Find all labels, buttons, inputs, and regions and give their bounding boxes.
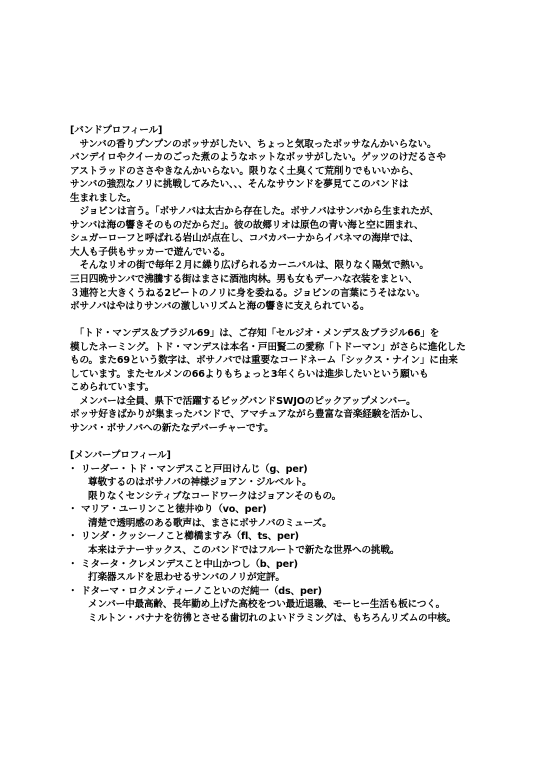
spacer (70, 314, 500, 328)
bullet-icon: ・ (68, 531, 78, 543)
paragraph-line: 生まれました。 (70, 192, 137, 204)
member-desc: 尊敬するのはボサノバの神様ジョアン・ジルベルト。 (88, 477, 312, 489)
member-name: リーダー・トド・マンデスこと戸田けんじ（g、per) (81, 463, 308, 475)
paragraph-line: 大人も子供もサッカーで遊んでいる。 (70, 246, 231, 258)
paragraph-line: そんなリオの街で毎年２月に繰り広げられるカーニバルは、限りなく陽気で熱い。 (70, 260, 429, 272)
paragraph-line: サンバの強烈なノリに挑戦してみたい、、、そんなサウンドを夢見てこのバンドは (70, 179, 409, 191)
document-body (70, 124, 500, 625)
paragraph-line: 「トド・マンデス＆ブラジル69」は、ご存知「セルジオ・メンデス＆ブラジル66」を (70, 328, 440, 340)
paragraph-line: パンデイロやクイーカのごった煮のようなホットなボッサがしたい。ゲッツのけだるさや (70, 152, 446, 164)
paragraph-line: こめられています。 (70, 382, 155, 394)
paragraph-line: ３連符と大きくうねる2ビートのノリに身を委ねる。ジョビンの言葉にうそはない。 (70, 287, 425, 299)
member-desc: ミルトン・バナナを彷彿とさせる歯切れのよいドラミングは、もちろんリズムの中核。 (88, 612, 456, 624)
paragraph-line: サンバは海の響きそのものだからだ」。彼の故郷リオは原色の青い海と空に囲まれ、 (70, 219, 424, 231)
member-item (70, 530, 500, 544)
bullet-icon: ・ (68, 585, 78, 597)
member-item (70, 503, 500, 517)
paragraph-line: サンバ・ボサノバへの新たなデパーチャーです。 (70, 423, 274, 435)
paragraph-line: ボッサ好きばかりが集まったバンドで、アマチュアながら豊富な音楽経験を活かし、 (70, 409, 429, 421)
paragraph-line: 三日四晩サンバで沸騰する街はまさに酒池肉林。男も女もデーハな衣装をまとい、 (70, 274, 418, 286)
member-name: マリア・ユーリンこと徳井ゆり（vo、per) (81, 504, 267, 516)
paragraph-line: メンバーは全員、県下で活躍するビッグバンドSWJOのピックアップメンバー。 (70, 395, 416, 407)
spacer (70, 436, 500, 450)
bullet-icon: ・ (68, 558, 78, 570)
member-desc: 清楚で透明感のある歌声は、まさにボサノバのミューズ。 (88, 517, 332, 529)
member-profile-heading: [メンバープロフィール] (70, 450, 171, 462)
member-desc: 打楽器スルドを思わせるサンバのノリが定評。 (88, 572, 285, 584)
member-item (70, 463, 500, 477)
paragraph-line: 模したネーミング。トド・マンデスは本名・戸田賢二の愛称「トドーマン」がさらに進化した (70, 341, 466, 353)
paragraph-line: ジョビンは言う。「ボサノバは太古から存在した。ボサノバはサンバから生まれたが、 (70, 206, 439, 218)
member-name: ミタータ・クレメンデスこと中山かつし（b、per) (81, 558, 298, 570)
paragraph-line: シュガーローフと呼ばれる岩山が点在し、コパカバーナからイパネマの海岸では、 (70, 233, 419, 245)
member-item (70, 558, 500, 572)
member-item (70, 585, 500, 599)
member-desc: メンバー中最高齢、長年勤め上げた高校をつい最近退職、モーヒー生活も板につく。 (88, 599, 446, 611)
paragraph-line: ボサノバはやはりサンバの激しいリズムと海の響きに支えられている。 (70, 301, 370, 313)
bullet-icon: ・ (68, 504, 78, 516)
paragraph-line: サンバの香りプンプンのボッサがしたい、ちょっと気取ったボッサなんかいらない。 (70, 138, 437, 150)
bullet-icon: ・ (68, 463, 78, 475)
paragraph-line: もの。また69という数字は、ボサノバでは重要なコードネーム「シックス・ナイン」に由来 (70, 355, 458, 367)
member-name: ドターマ・ロクメンティーノこといのだ純一（ds、per) (81, 585, 322, 597)
paragraph-line: アストラッドのささやきなんかいらない。限りなく土臭くて荒削りでもいいから、 (70, 165, 419, 177)
paragraph-line: しています。またセルメンの66よりもちょっと3年くらいは進歩したいという願いも (70, 368, 429, 380)
member-name: リンダ・クッシーノこと櫛橋ますみ（fl、ts、per) (81, 531, 299, 543)
band-profile-heading: [バンドプロフィール] (70, 125, 163, 136)
member-desc: 限りなくセンシティブなコードワークはジョアンそのもの。 (88, 490, 342, 502)
member-desc: 本来はテナーサックス、このバンドではフルートで新たな世界への挑戦。 (88, 544, 400, 556)
